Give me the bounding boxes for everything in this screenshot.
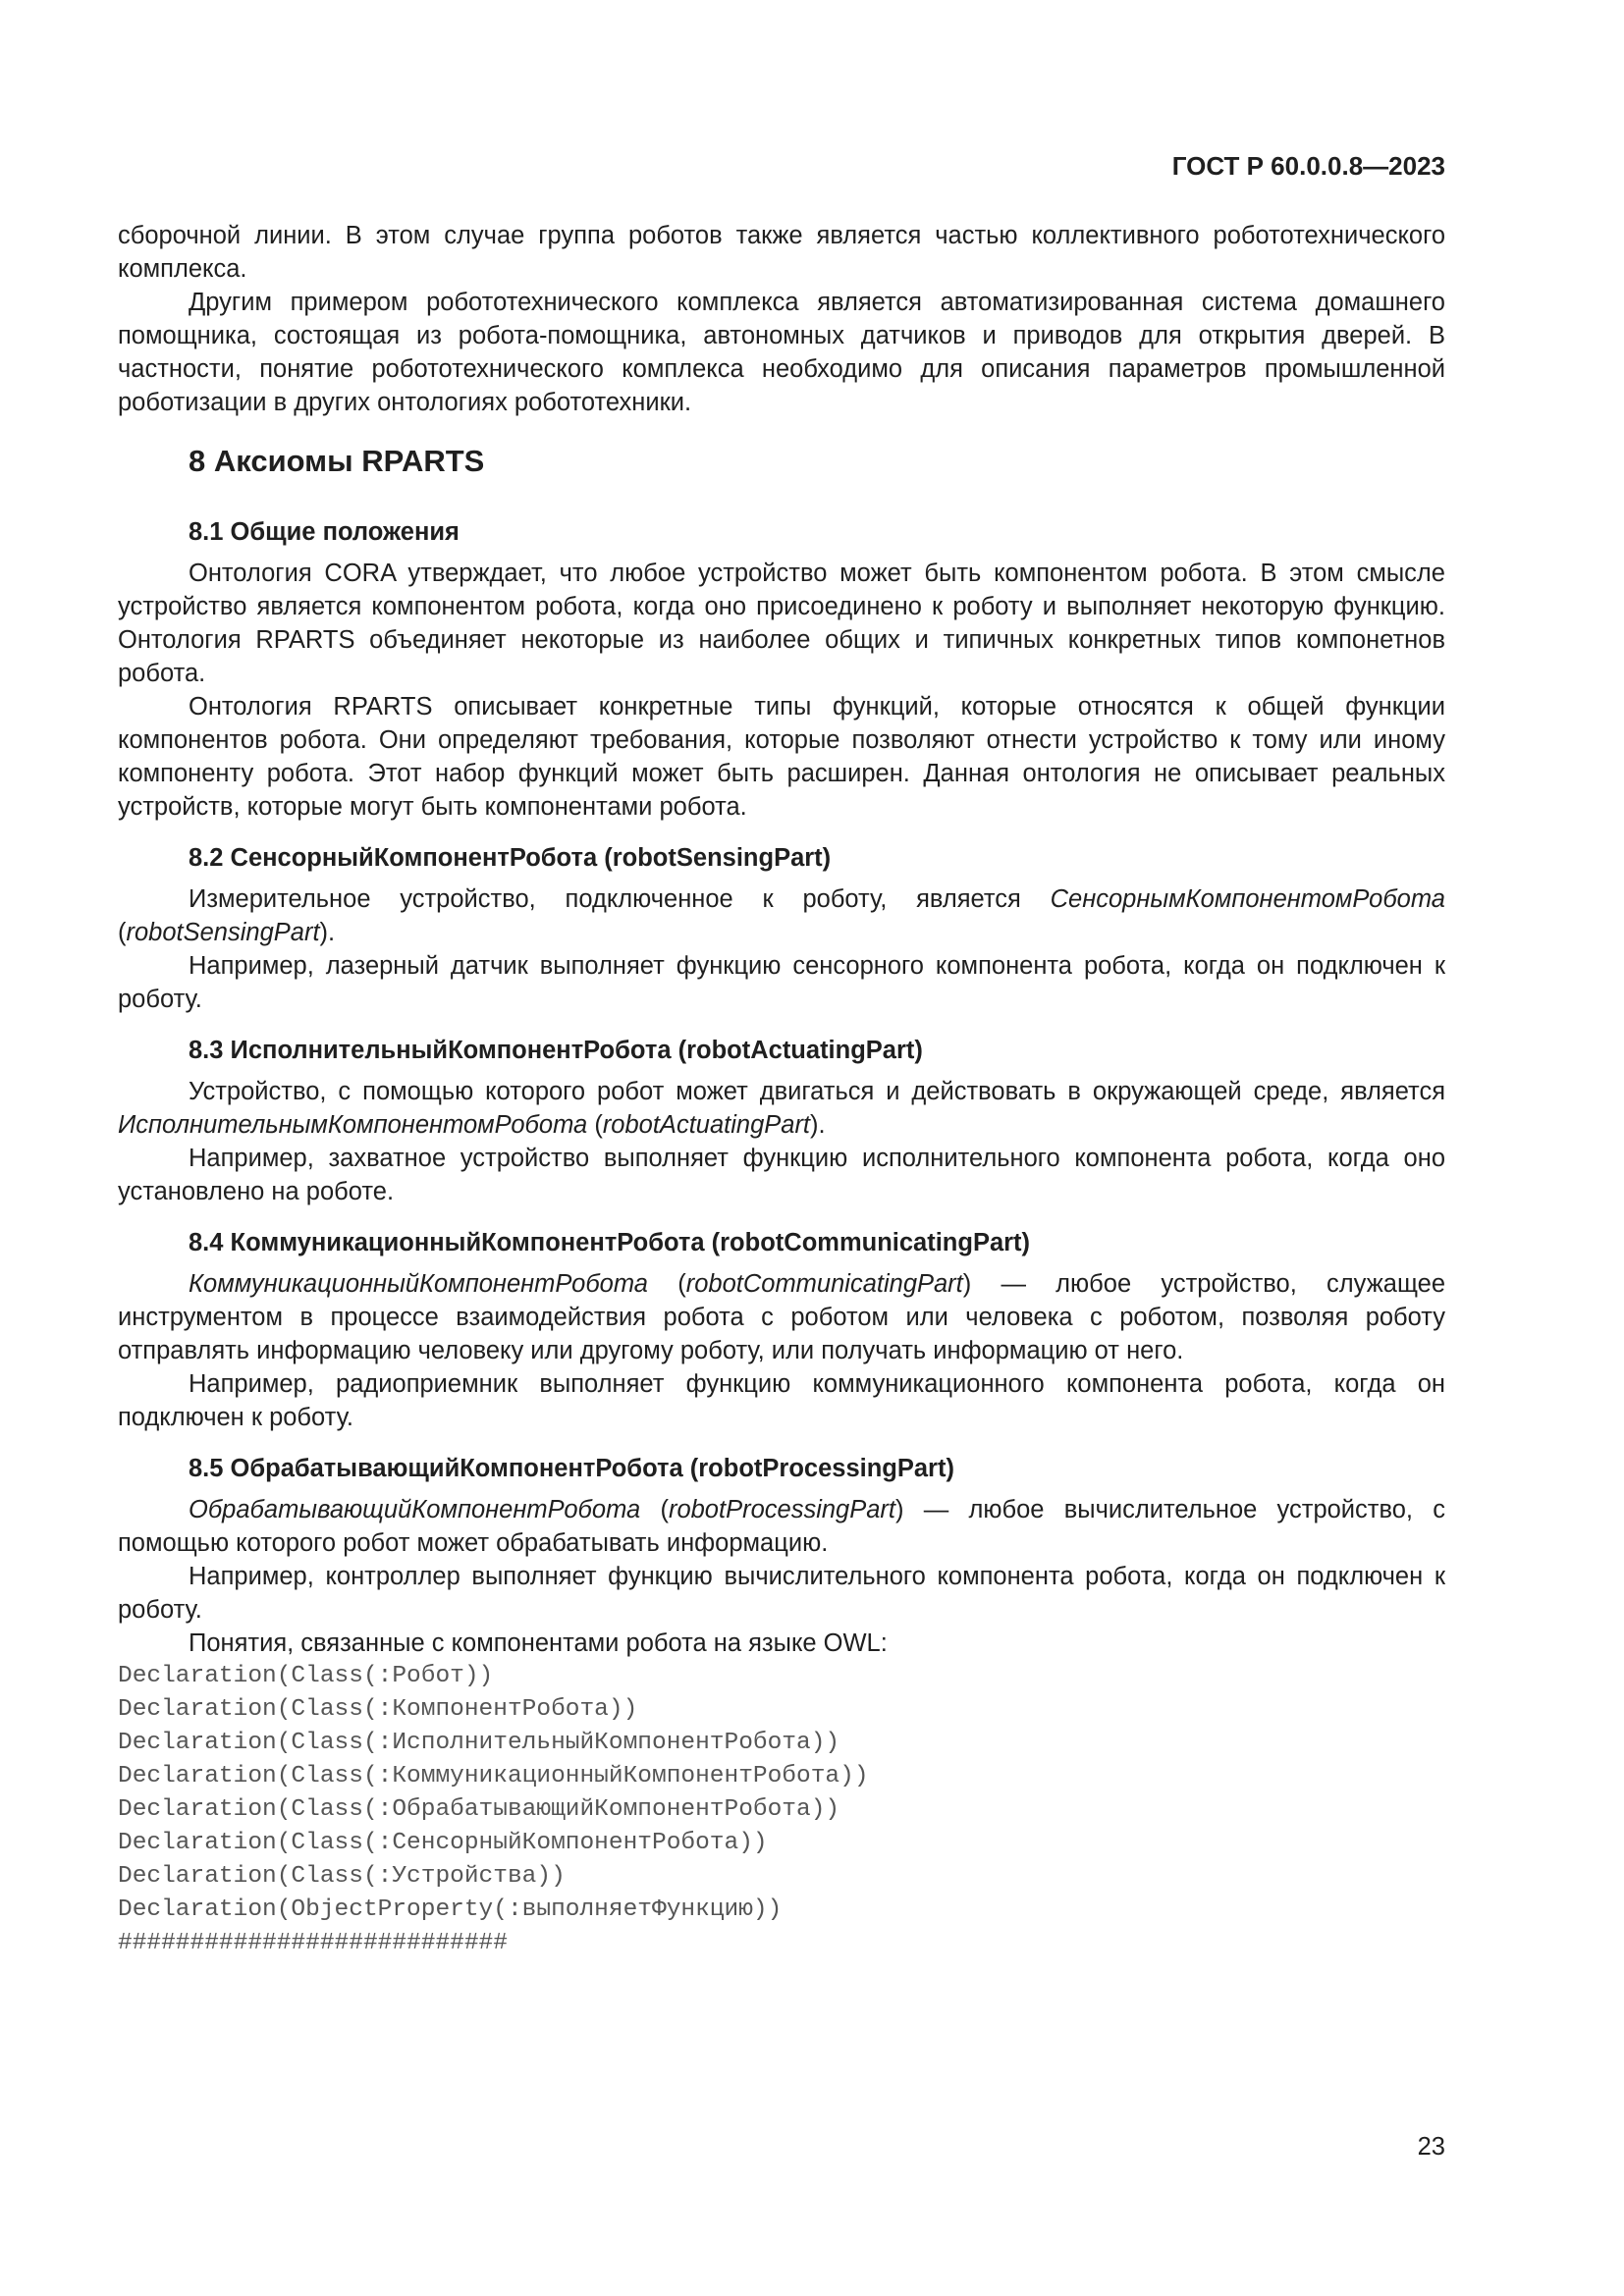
section-8-5-paragraph-1: ОбрабатывающийКомпонентРобота (robotProcessingPart) — любое вычислительное устройство, с помощью которого робот может обрабатывать информацию. bbox=[118, 1496, 1445, 1557]
code-line: Declaration(Class(:КоммуникационныйКомпонентРобота)) bbox=[118, 1763, 869, 1789]
intro-paragraph-2: Другим примером робототехнического комплекса является автоматизированная система домашнего помощника, состоящая из робота-помощника, автономных датчиков и приводов для открытия дверей. В частности, понятие робототехнического комплекса необходимо для описания параметров промышленной роботизации в других онтологиях робототехники. bbox=[118, 289, 1445, 416]
section-8-4-title: 8.4 КоммуникационныйКомпонентРобота (robotCommunicatingPart) bbox=[189, 1229, 1031, 1256]
code-line: Declaration(ObjectProperty(:выполняетФункцию)) bbox=[118, 1896, 783, 1923]
code-line: ########################### bbox=[118, 1930, 508, 1956]
standard-header: ГОСТ Р 60.0.0.8—2023 bbox=[1171, 151, 1445, 181]
section-8-4-paragraph-1: КоммуникационныйКомпонентРобота (robotCommunicatingPart) — любое устройство, служащее инструментом в процессе взаимодействия робота с роботом или человека с роботом, позволяя роботу отправлять информацию человеку или другому роботу, или получать информацию от него. bbox=[118, 1270, 1446, 1364]
section-8-1-title: 8.1 Общие положения bbox=[189, 518, 460, 546]
section-8-5-paragraph-2: Например, контроллер выполняет функцию вычислительного компонента робота, когда он подключен к роботу. bbox=[118, 1563, 1445, 1624]
section-8-3-paragraph-2: Например, захватное устройство выполняет функцию исполнительного компонента робота, когда оно установлено на роботе. bbox=[118, 1145, 1445, 1205]
section-8-2-title: 8.2 СенсорныйКомпонентРобота (robotSensingPart) bbox=[189, 844, 832, 872]
page-number: 23 bbox=[1417, 2133, 1445, 2161]
code-line: Declaration(Class(:СенсорныйКомпонентРобота)) bbox=[118, 1830, 768, 1856]
section-8-title: 8 Аксиомы RPARTS bbox=[189, 444, 485, 478]
section-8-3-paragraph-1: Устройство, с помощью которого робот может двигаться и действовать в окружающей среде, является ИсполнительнымКомпонентомРобота (robotActuatingPart). bbox=[118, 1078, 1445, 1139]
owl-code-block bbox=[118, 1660, 1445, 1960]
code-line: Declaration(Class(:ОбрабатывающийКомпонентРобота)) bbox=[118, 1796, 840, 1823]
section-8-4-paragraph-2: Например, радиоприемник выполняет функцию коммуникационного компонента робота, когда он подключен к роботу. bbox=[118, 1370, 1445, 1431]
code-line: Declaration(Class(:Устройства)) bbox=[118, 1863, 566, 1890]
section-8-2-paragraph-1: Измерительное устройство, подключенное к роботу, является СенсорнымКомпонентомРобота (robotSensingPart). bbox=[118, 885, 1445, 946]
page-content bbox=[118, 219, 1445, 1960]
section-8-3-title: 8.3 ИсполнительныйКомпонентРобота (robotActuatingPart) bbox=[189, 1037, 923, 1064]
section-8-1-paragraph-1: Онтология CORA утверждает, что любое устройство может быть компонентом робота. В этом смысле устройство является компонентом робота, когда оно присоединено к роботу и выполняет некоторую функцию. Онтология RPARTS объединяет некоторые из наиболее общих и типичных конкретных типов компонетнов робота. bbox=[118, 560, 1445, 687]
section-8-1-paragraph-2: Онтология RPARTS описывает конкретные типы функций, которые относятся к общей функции компонентов робота. Они определяют требования, которые позволяют отнести устройство к тому или иному компоненту робота. Этот набор функций может быть расширен. Данная онтология не описывает реальных устройств, которые могут быть компонентами робота. bbox=[118, 693, 1445, 821]
section-8-5-title: 8.5 ОбрабатывающийКомпонентРобота (robotProcessingPart) bbox=[189, 1455, 954, 1482]
code-line: Declaration(Class(:Робот)) bbox=[118, 1663, 494, 1689]
code-line: Declaration(Class(:КомпонентРобота)) bbox=[118, 1696, 638, 1723]
intro-paragraph-1: сборочной линии. В этом случае группа роботов также является частью коллективного робототехнического комплекса. bbox=[118, 222, 1445, 283]
section-8-2-paragraph-2: Например, лазерный датчик выполняет функцию сенсорного компонента робота, когда он подключен к роботу. bbox=[118, 952, 1445, 1013]
section-8-5-paragraph-3: Понятия, связанные с компонентами робота на языке OWL: bbox=[189, 1629, 888, 1657]
code-line: Declaration(Class(:ИсполнительныйКомпонентРобота)) bbox=[118, 1730, 840, 1756]
